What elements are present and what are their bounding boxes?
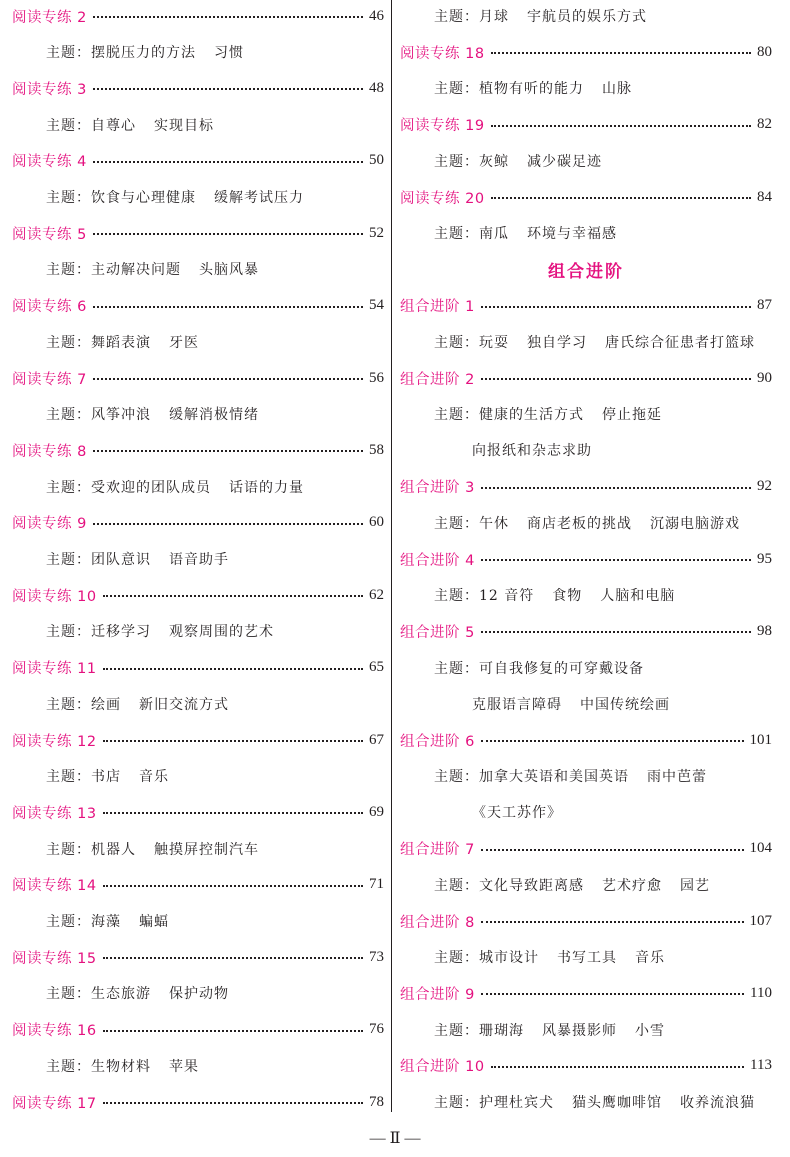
entry-title[interactable]: 阅读专练 19	[400, 118, 485, 135]
toc-entry[interactable]	[400, 903, 772, 939]
topic-item: 主题：珊瑚海	[434, 1022, 524, 1039]
topic-item: 减少碳足迹	[527, 153, 602, 170]
entry-page-number: 69	[369, 803, 384, 820]
topic-item: 实现目标	[154, 117, 214, 134]
toc-entry[interactable]	[400, 975, 772, 1011]
toc-entry[interactable]	[12, 577, 384, 613]
page-number: — Ⅱ —	[369, 1130, 421, 1147]
dot-leader	[481, 921, 744, 923]
entry-page-number: 58	[369, 441, 384, 458]
topic-line	[46, 324, 384, 360]
topic-item: 主题：摆脱压力的方法	[46, 45, 196, 62]
topic-item: 书写工具	[557, 950, 617, 967]
entry-page-number: 76	[369, 1021, 384, 1038]
dot-leader	[481, 849, 744, 851]
topic-item: 主题：生态旅游	[46, 986, 151, 1003]
topic-item: 食物	[552, 588, 583, 605]
topic-item: 向报纸和杂志求助	[472, 443, 592, 460]
topic-line	[46, 179, 384, 215]
dot-leader	[103, 885, 363, 887]
entry-title[interactable]: 组合进阶 6	[400, 733, 475, 750]
topic-item: 主题：舞蹈表演	[46, 334, 151, 351]
entry-title[interactable]: 阅读专练 15	[12, 950, 97, 967]
topic-line	[46, 541, 384, 577]
topic-item: 《天工苏作》	[472, 805, 562, 822]
topic-item: 主题：生物材料	[46, 1058, 151, 1075]
entry-page-number: 107	[749, 912, 772, 929]
column-divider	[391, 0, 392, 1112]
toc-entry[interactable]	[400, 360, 772, 396]
entry-page-number: 54	[369, 297, 384, 314]
topic-line-continued	[472, 686, 772, 722]
topic-line	[434, 650, 772, 686]
toc-entry[interactable]	[12, 288, 384, 324]
topic-item: 主题：文化导致距离感	[434, 877, 584, 894]
topic-item: 主题：南瓜	[434, 226, 509, 243]
topic-item: 主题：受欢迎的团队成员	[46, 479, 211, 496]
entry-title[interactable]: 组合进阶 5	[400, 624, 475, 641]
entry-title[interactable]: 阅读专练 11	[12, 661, 97, 678]
dot-leader	[481, 487, 751, 489]
dot-leader	[491, 125, 751, 127]
topic-item: 缓解考试压力	[214, 190, 304, 206]
topic-item: 主题：加拿大英语和美国英语	[434, 769, 629, 786]
topic-item: 头脑风暴	[199, 262, 259, 279]
toc-entry[interactable]	[12, 867, 384, 903]
topic-item: 艺术疗愈	[602, 877, 662, 894]
topic-item: 环境与幸福感	[527, 226, 617, 243]
topic-item: 主题：绘画	[46, 696, 121, 713]
topic-line	[434, 0, 772, 34]
dot-leader	[93, 523, 363, 525]
topic-item: 主题：玩耍	[434, 334, 509, 351]
dot-leader	[481, 993, 744, 995]
topic-item: 蝙蝠	[139, 914, 169, 930]
topic-item: 主题：可自我修复的可穿戴设备	[434, 660, 644, 677]
entry-title[interactable]: 阅读专练 8	[12, 443, 87, 460]
topic-line	[46, 251, 384, 287]
entry-title[interactable]: 组合进阶 9	[400, 986, 475, 1003]
dot-leader	[103, 595, 363, 597]
entry-page-number: 104	[749, 840, 772, 857]
topic-line	[46, 686, 384, 722]
entry-page-number: 60	[369, 514, 384, 531]
topic-item: 收养流浪猫	[680, 1095, 755, 1111]
entry-page-number: 48	[369, 79, 384, 96]
topic-item: 主题：自尊心	[46, 117, 136, 134]
entry-page-number: 56	[369, 369, 384, 386]
entry-page-number: 67	[369, 731, 384, 748]
dot-leader	[93, 233, 363, 235]
entry-title[interactable]: 阅读专练 7	[12, 371, 87, 388]
toc-entry[interactable]	[400, 469, 772, 505]
topic-line	[434, 758, 772, 794]
topic-line	[46, 831, 384, 867]
toc-entry[interactable]	[12, 143, 384, 179]
entry-page-number: 90	[757, 369, 772, 386]
topic-item: 主题：风筝冲浪	[46, 407, 151, 424]
entry-title[interactable]: 阅读专练 17	[12, 1095, 97, 1112]
topic-item: 主题：灰鲸	[434, 153, 509, 170]
entry-page-number: 65	[369, 659, 384, 676]
entry-page-number: 113	[750, 1057, 772, 1074]
dot-leader	[491, 52, 751, 54]
topic-line	[434, 396, 772, 432]
entry-page-number: 110	[750, 984, 772, 1001]
topic-item: 语音助手	[169, 552, 229, 568]
topic-line	[46, 903, 384, 939]
entry-title[interactable]: 阅读专练 18	[400, 45, 485, 62]
topic-item: 雨中芭蕾	[647, 769, 707, 786]
toc-entry[interactable]	[12, 505, 384, 541]
entry-page-number: 98	[757, 622, 772, 639]
topic-line	[434, 215, 772, 251]
dot-leader	[103, 957, 363, 959]
toc-entry[interactable]	[400, 107, 772, 143]
toc-entry[interactable]	[12, 1084, 384, 1120]
topic-item: 触摸屏控制汽车	[154, 841, 259, 858]
topic-item: 独自学习	[527, 334, 587, 351]
topic-item: 主题：12 音符	[434, 588, 535, 605]
entry-page-number: 84	[757, 188, 772, 205]
topic-item: 话语的力量	[229, 479, 304, 496]
topic-line	[46, 975, 384, 1011]
entry-title[interactable]: 阅读专练 14	[12, 878, 97, 895]
topic-item: 观察周围的艺术	[169, 624, 274, 641]
topic-item: 主题：团队意识	[46, 552, 151, 568]
topic-item: 主题：护理杜宾犬	[434, 1095, 554, 1111]
dot-leader	[481, 378, 751, 380]
dot-leader	[93, 88, 363, 90]
dot-leader	[93, 378, 363, 380]
section-title: 组合进阶	[548, 261, 624, 282]
toc-entry[interactable]	[400, 541, 772, 577]
topic-item: 主题：饮食与心理健康	[46, 190, 196, 206]
entry-title[interactable]: 阅读专练 12	[12, 733, 97, 750]
entry-title[interactable]: 阅读专练 10	[12, 588, 97, 605]
topic-item: 习惯	[214, 45, 244, 62]
dot-leader	[481, 631, 751, 633]
topic-item: 主题：健康的生活方式	[434, 407, 584, 424]
dot-leader	[103, 812, 363, 814]
topic-item: 人脑和电脑	[600, 588, 676, 605]
toc-entry[interactable]	[400, 831, 772, 867]
entry-title[interactable]: 阅读专练 6	[12, 299, 87, 316]
entry-page-number: 73	[369, 948, 384, 965]
topic-item: 主题：城市设计	[434, 950, 539, 967]
entry-title[interactable]: 阅读专练 16	[12, 1023, 97, 1040]
topic-item: 沉溺电脑游戏	[650, 515, 740, 532]
topic-item: 音乐	[635, 950, 665, 967]
dot-leader	[491, 197, 751, 199]
toc-entry[interactable]	[400, 613, 772, 649]
dot-leader	[481, 559, 751, 561]
entry-page-number: 87	[757, 297, 772, 314]
topic-item: 主题：海藻	[46, 914, 121, 930]
topic-item: 缓解消极情绪	[169, 407, 259, 424]
topic-item: 苹果	[169, 1058, 199, 1075]
toc-entry[interactable]	[12, 1012, 384, 1048]
entry-title[interactable]: 阅读专练 13	[12, 805, 97, 822]
topic-line	[434, 867, 772, 903]
dot-leader	[93, 306, 363, 308]
entry-title[interactable]: 组合进阶 1	[400, 299, 475, 316]
toc-entry[interactable]	[12, 794, 384, 830]
entry-title[interactable]: 组合进阶 3	[400, 480, 475, 497]
entry-title[interactable]: 组合进阶 7	[400, 842, 475, 859]
dot-leader	[93, 161, 363, 163]
topic-item: 牙医	[169, 334, 199, 351]
topic-item: 猫头鹰咖啡馆	[572, 1095, 662, 1111]
topic-item: 主题：机器人	[46, 841, 136, 858]
topic-item: 园艺	[680, 877, 710, 894]
topic-line	[46, 396, 384, 432]
dot-leader	[481, 306, 751, 308]
topic-line	[46, 107, 384, 143]
entry-title[interactable]: 组合进阶 2	[400, 371, 475, 388]
topic-item: 商店老板的挑战	[527, 515, 632, 532]
topic-item: 风暴摄影师	[542, 1022, 617, 1039]
topic-line	[434, 1012, 772, 1048]
topic-item: 主题：主动解决问题	[46, 262, 181, 279]
topic-item: 主题：迁移学习	[46, 624, 151, 641]
entry-title[interactable]: 阅读专练 9	[12, 516, 87, 533]
entry-title[interactable]: 组合进阶 4	[400, 552, 475, 569]
toc-entry[interactable]	[400, 34, 772, 70]
topic-item: 音乐	[139, 769, 169, 786]
topic-line	[434, 939, 772, 975]
entry-page-number: 62	[369, 586, 384, 603]
toc-entry[interactable]	[12, 650, 384, 686]
topic-line	[46, 1048, 384, 1084]
dot-leader	[103, 1102, 363, 1104]
entry-title[interactable]: 阅读专练 4	[12, 154, 87, 171]
topic-item: 主题：月球	[434, 9, 509, 25]
topic-item: 主题：书店	[46, 769, 121, 786]
toc-entry[interactable]	[400, 722, 772, 758]
entry-title[interactable]: 阅读专练 20	[400, 190, 485, 207]
topic-item: 保护动物	[169, 986, 229, 1003]
entry-page-number: 46	[369, 7, 384, 24]
topic-line	[434, 324, 772, 360]
entry-title[interactable]: 阅读专练 3	[12, 81, 87, 98]
toc-entry[interactable]	[400, 288, 772, 324]
dot-leader	[481, 740, 744, 742]
toc-entry[interactable]	[12, 215, 384, 251]
toc-entry[interactable]	[12, 432, 384, 468]
dot-leader	[491, 1066, 744, 1068]
toc-entry[interactable]	[12, 0, 384, 34]
toc-entry[interactable]	[400, 179, 772, 215]
topic-line	[46, 469, 384, 505]
entry-title[interactable]: 组合进阶 8	[400, 914, 475, 931]
entry-title[interactable]: 阅读专练 2	[12, 9, 87, 26]
entry-title[interactable]: 阅读专练 5	[12, 226, 87, 243]
dot-leader	[93, 16, 363, 18]
dot-leader	[93, 450, 363, 452]
topic-item: 中国传统绘画	[580, 696, 670, 713]
entry-page-number: 80	[757, 43, 772, 60]
topic-line-continued	[472, 432, 772, 468]
topic-line	[46, 613, 384, 649]
topic-line	[434, 143, 772, 179]
entry-page-number: 52	[369, 224, 384, 241]
entry-page-number: 78	[369, 1093, 384, 1110]
topic-line	[46, 758, 384, 794]
topic-line	[434, 577, 772, 613]
topic-item: 唐氏综合征患者打篮球	[605, 334, 755, 351]
topic-item: 主题：午休	[434, 515, 509, 532]
dot-leader	[103, 668, 363, 670]
entry-page-number: 101	[749, 731, 772, 748]
toc-entry[interactable]	[12, 722, 384, 758]
topic-line	[434, 505, 772, 541]
topic-line-continued	[472, 794, 772, 830]
topic-item: 小雪	[635, 1022, 665, 1039]
topic-line	[434, 1084, 772, 1120]
topic-item: 停止拖延	[602, 407, 662, 424]
entry-page-number: 71	[369, 876, 384, 893]
toc-entry[interactable]	[12, 70, 384, 106]
entry-page-number: 50	[369, 152, 384, 169]
toc-entry[interactable]	[12, 360, 384, 396]
toc-entry[interactable]	[12, 939, 384, 975]
entry-page-number: 95	[757, 550, 772, 567]
topic-item: 主题：植物有听的能力	[434, 81, 584, 98]
toc-entry[interactable]	[400, 1048, 772, 1084]
topic-line	[434, 70, 772, 106]
topic-item: 克服语言障碍	[472, 696, 562, 713]
entry-page-number: 82	[757, 116, 772, 133]
entry-page-number: 92	[757, 478, 772, 495]
dot-leader	[103, 740, 363, 742]
dot-leader	[103, 1030, 363, 1032]
topic-item: 新旧交流方式	[139, 696, 229, 713]
topic-item: 宇航员的娱乐方式	[527, 9, 647, 25]
topic-line	[46, 34, 384, 70]
entry-title[interactable]: 组合进阶 10	[400, 1059, 485, 1076]
topic-item: 山脉	[602, 81, 632, 98]
